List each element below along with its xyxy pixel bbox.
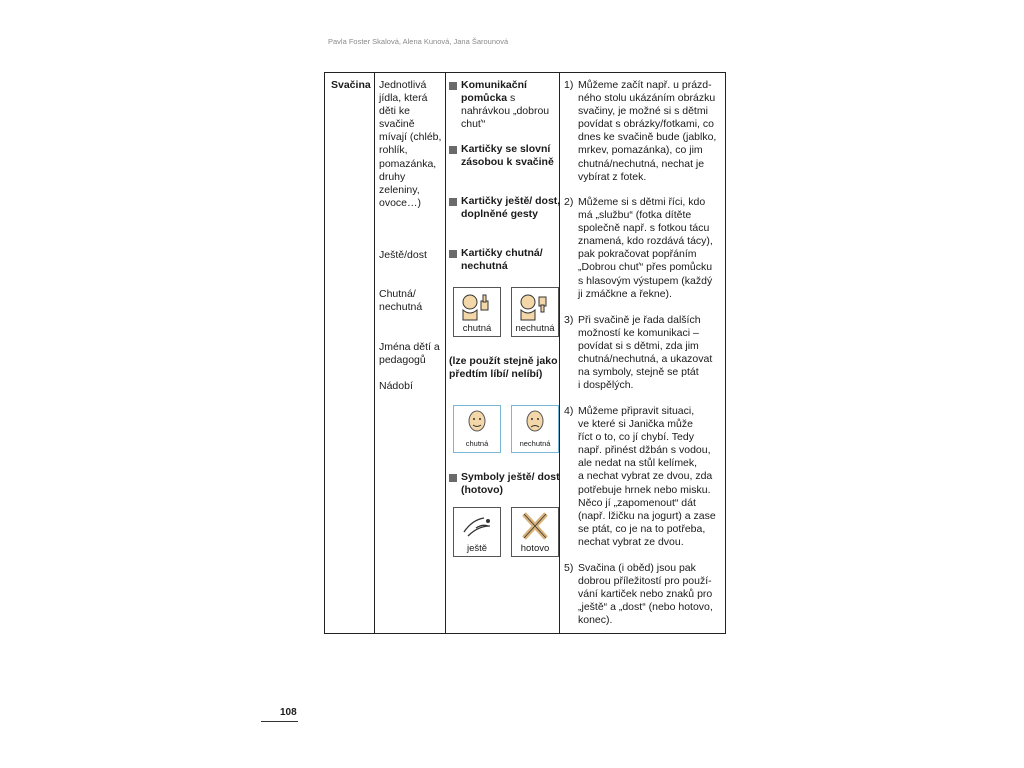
symbol-label: chutná <box>462 323 492 334</box>
activity-table <box>324 72 726 634</box>
point-text: Můžeme připravit situaci, ve které si Janička může říct o to, co jí chybí. Tedy např. přinést džbán s vodou, ale nedat na stůl kelímek, a nechat vybrat ze dvou, zda potřebuje hrnek nebo misku. Něco jí „zapomenout“ dát (např. lžičku na jogurt) a zase se ptát, co je na to potřeba, nechat vybrat ze dvou. <box>578 405 716 548</box>
point-text: Můžeme si s dětmi říci, kdo má „službu“ (fotka dítěte společně např. s fotkou tácu znamená, kdo rozdává tácy), pak pokračovat popřáním „Dobrou chuť“ přes pomůcku s hlasovým výstupem (každý ji zmáčkne a řekne). <box>578 196 713 300</box>
vocab-block-foods: Jednotlivá jídla, která děti ke svačině mívají (chléb, rohlík, pomazánka, druhy zeleniny, ovoce…) <box>379 79 442 209</box>
aid-item-text: Symboly ještě/ dost (hotovo) <box>461 471 560 497</box>
aid-item-text: s nahrávkou „dobrou chuť“ <box>461 92 550 131</box>
point-number: 4) <box>564 405 574 417</box>
thumbs-up-icon <box>454 288 500 322</box>
square-bullet-icon <box>449 82 457 90</box>
symbol-label: ještě <box>466 543 488 554</box>
aid-item-title: Komunikační pomůcka <box>461 79 527 105</box>
point-number: 5) <box>564 562 574 574</box>
aid-note: (lze použít stejně jako předtím líbí/ nelíbí) <box>449 355 558 381</box>
aid-item-text: Kartičky chutná/ nechutná <box>461 247 543 273</box>
thumbs-down-icon <box>512 288 558 322</box>
symbol-label: nechutná <box>515 323 555 334</box>
vocab-block-dishes: Nádobí <box>379 380 413 392</box>
column-divider <box>445 73 446 633</box>
page-number-rule <box>261 721 298 722</box>
activity-title: Svačina <box>331 79 371 91</box>
symbol-label: nechutná <box>519 439 551 448</box>
aid-item-text: Kartičky ještě/ dost, doplněné gesty <box>461 195 561 221</box>
point-number: 2) <box>564 196 574 208</box>
frowning-face-icon <box>512 406 558 440</box>
point-number: 1) <box>564 79 574 91</box>
symbol-label: chutná <box>465 439 489 448</box>
column-divider <box>374 73 375 633</box>
finished-gesture-icon <box>512 508 558 542</box>
more-gesture-icon <box>454 508 500 542</box>
symbol-card-tasty-face <box>453 405 501 453</box>
square-bullet-icon <box>449 198 457 206</box>
symbol-card-tasty <box>453 287 501 337</box>
symbol-card-not-tasty-face <box>511 405 559 453</box>
aid-item-text: Kartičky se slovní zásobou k svačině <box>461 143 554 169</box>
symbol-card-finished <box>511 507 559 557</box>
running-header: Pavla Foster Skalová, Alena Kunová, Jana Šarounová <box>328 37 509 46</box>
smiling-face-icon <box>454 406 500 440</box>
vocab-block-tasty: Chutná/ nechutná <box>379 288 423 314</box>
vocab-block-names: Jména dětí a pedagogů <box>379 341 440 367</box>
square-bullet-icon <box>449 250 457 258</box>
point-text: Při svačině je řada dalších možností ke komunikaci – povídat si s dětmi, zda jim chutná/nechutná, a ukazovat na symboly, stejně se ptát i dospělých. <box>578 314 713 392</box>
symbol-card-not-tasty <box>511 287 559 337</box>
vocab-block-more-enough: Ještě/dost <box>379 249 427 261</box>
point-text: Můžeme začít např. u prázd- ného stolu ukázáním obrázku svačiny, je možné si s dětmi povídat s obrázky/fotkami, co dnes ke svačině bude (jablko, mrkev, pomazánka), co jim chutná/nechutná, nechat je vybírat z fotek. <box>578 79 717 183</box>
point-number: 3) <box>564 314 574 326</box>
symbol-label: hotovo <box>520 543 550 554</box>
square-bullet-icon <box>449 474 457 482</box>
symbol-card-more <box>453 507 501 557</box>
point-text: Svačina (i oběd) jsou pak dobrou příležitostí pro použí- vání kartiček nebo znaků pro „ještě“ a „dost“ (nebo hotovo, konec). <box>578 562 713 627</box>
square-bullet-icon <box>449 146 457 154</box>
page-number: 108 <box>280 707 297 718</box>
